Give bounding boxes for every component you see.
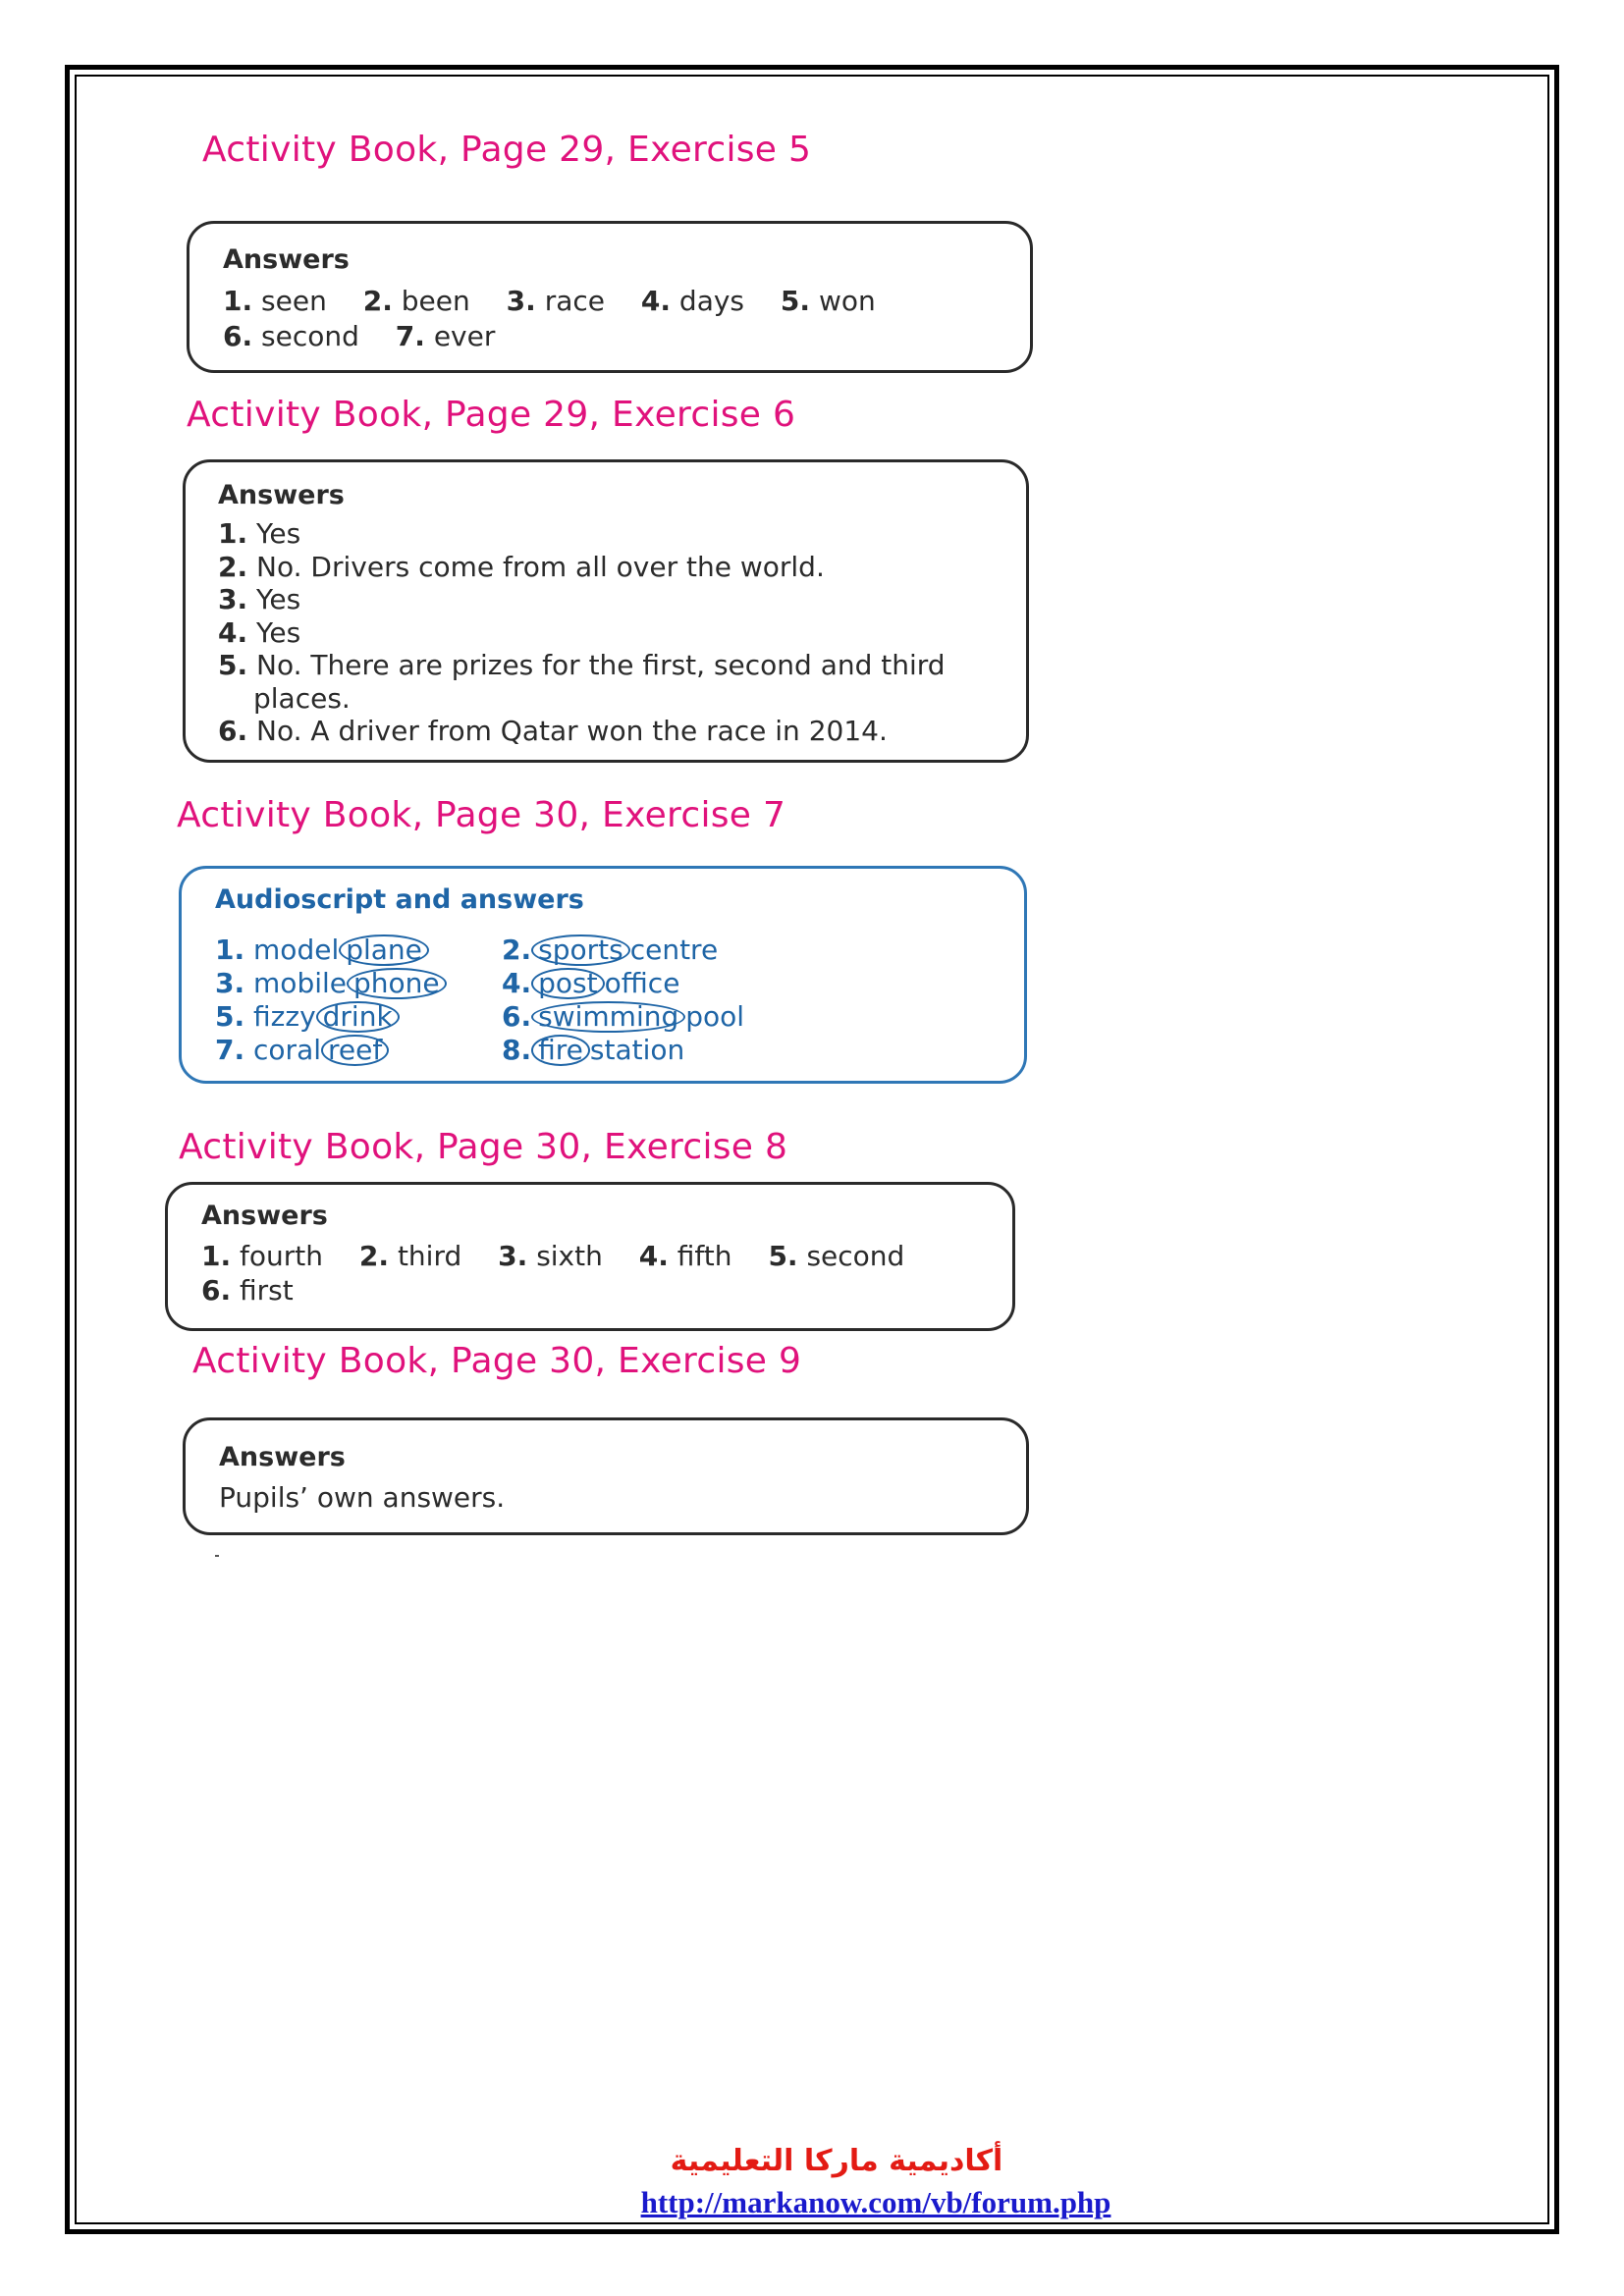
audio-answer-item: 5. fizzy drink <box>215 1000 400 1033</box>
answer-row-2 <box>201 1274 294 1307</box>
exercise-8-answer-box <box>165 1182 1015 1331</box>
circled-word: phone <box>347 968 447 999</box>
circled-word: fire <box>531 1035 590 1066</box>
answer-list <box>218 517 946 748</box>
answer-item: 1. fourth <box>201 1240 324 1272</box>
footer-academy-name: أكاديمية ماركا التعليمية <box>670 2144 1003 2178</box>
circled-word: post <box>531 968 604 999</box>
answer-item: 2. been <box>362 285 470 317</box>
circled-word: plane <box>339 934 429 966</box>
circled-word: drink <box>316 1001 400 1033</box>
answer-item: 5. second <box>768 1240 905 1272</box>
answers-title: Answers <box>218 480 345 510</box>
audio-answer-item: 1. model plane <box>215 934 429 966</box>
exercise-5-heading: Activity Book, Page 29, Exercise 5 <box>202 130 812 170</box>
audio-answer-item: 2. sports centre <box>502 934 719 966</box>
answer-row-2 <box>223 320 495 352</box>
circled-word: swimming <box>531 1001 685 1033</box>
answer-item: 4. fifth <box>638 1240 732 1272</box>
answer-item: 3. race <box>506 285 605 317</box>
list-item: 4. Yes <box>218 615 301 649</box>
answers-title: Answers <box>201 1201 328 1231</box>
answer-text: Pupils’ own answers. <box>219 1481 506 1514</box>
exercise-7-heading: Activity Book, Page 30, Exercise 7 <box>177 795 786 835</box>
answer-item: 7. ever <box>395 320 496 352</box>
audio-answer-item: 8. fire station <box>502 1034 685 1066</box>
exercise-6-heading: Activity Book, Page 29, Exercise 6 <box>187 395 796 435</box>
exercise-8-heading: Activity Book, Page 30, Exercise 8 <box>179 1127 788 1167</box>
stray-mark <box>215 1555 219 1557</box>
audioscript-title: Audioscript and answers <box>215 884 584 915</box>
answer-item: 1. seen <box>223 285 327 317</box>
answer-item: 3. sixth <box>498 1240 603 1272</box>
exercise-7-audioscript-box <box>179 866 1027 1084</box>
exercise-6-answer-box <box>183 459 1029 763</box>
audio-answer-item: 3. mobile phone <box>215 967 447 999</box>
list-item: 1. Yes <box>218 517 301 550</box>
audio-answer-item: 7. coral reef <box>215 1034 389 1066</box>
circled-word: reef <box>321 1035 389 1066</box>
list-item: 6. No. A driver from Qatar won the race in 2014. <box>218 715 888 747</box>
answer-item: 6. first <box>201 1274 294 1307</box>
answer-row-1 <box>223 285 876 317</box>
footer-forum-link[interactable]: http://markanow.com/vb/forum.php <box>640 2185 1111 2219</box>
audio-answer-item: 4. post office <box>502 967 680 999</box>
answer-item: 2. third <box>358 1240 462 1272</box>
list-item: 5. No. There are prizes for the first, second and third places. <box>218 649 946 715</box>
answers-title: Answers <box>223 244 350 275</box>
answer-item: 4. days <box>640 285 745 317</box>
answer-item: 6. second <box>223 320 359 352</box>
exercise-5-answer-box <box>187 221 1033 373</box>
answer-row-1 <box>201 1240 904 1272</box>
audio-answer-item: 6. swimming pool <box>502 1000 745 1033</box>
answer-item: 5. won <box>780 285 876 317</box>
exercise-9-answer-box <box>183 1417 1029 1535</box>
exercise-9-heading: Activity Book, Page 30, Exercise 9 <box>192 1341 802 1381</box>
list-item: 3. Yes <box>218 583 301 615</box>
list-item: 2. No. Drivers come from all over the world. <box>218 550 825 583</box>
answers-title: Answers <box>219 1442 346 1472</box>
circled-word: sports <box>531 934 630 966</box>
